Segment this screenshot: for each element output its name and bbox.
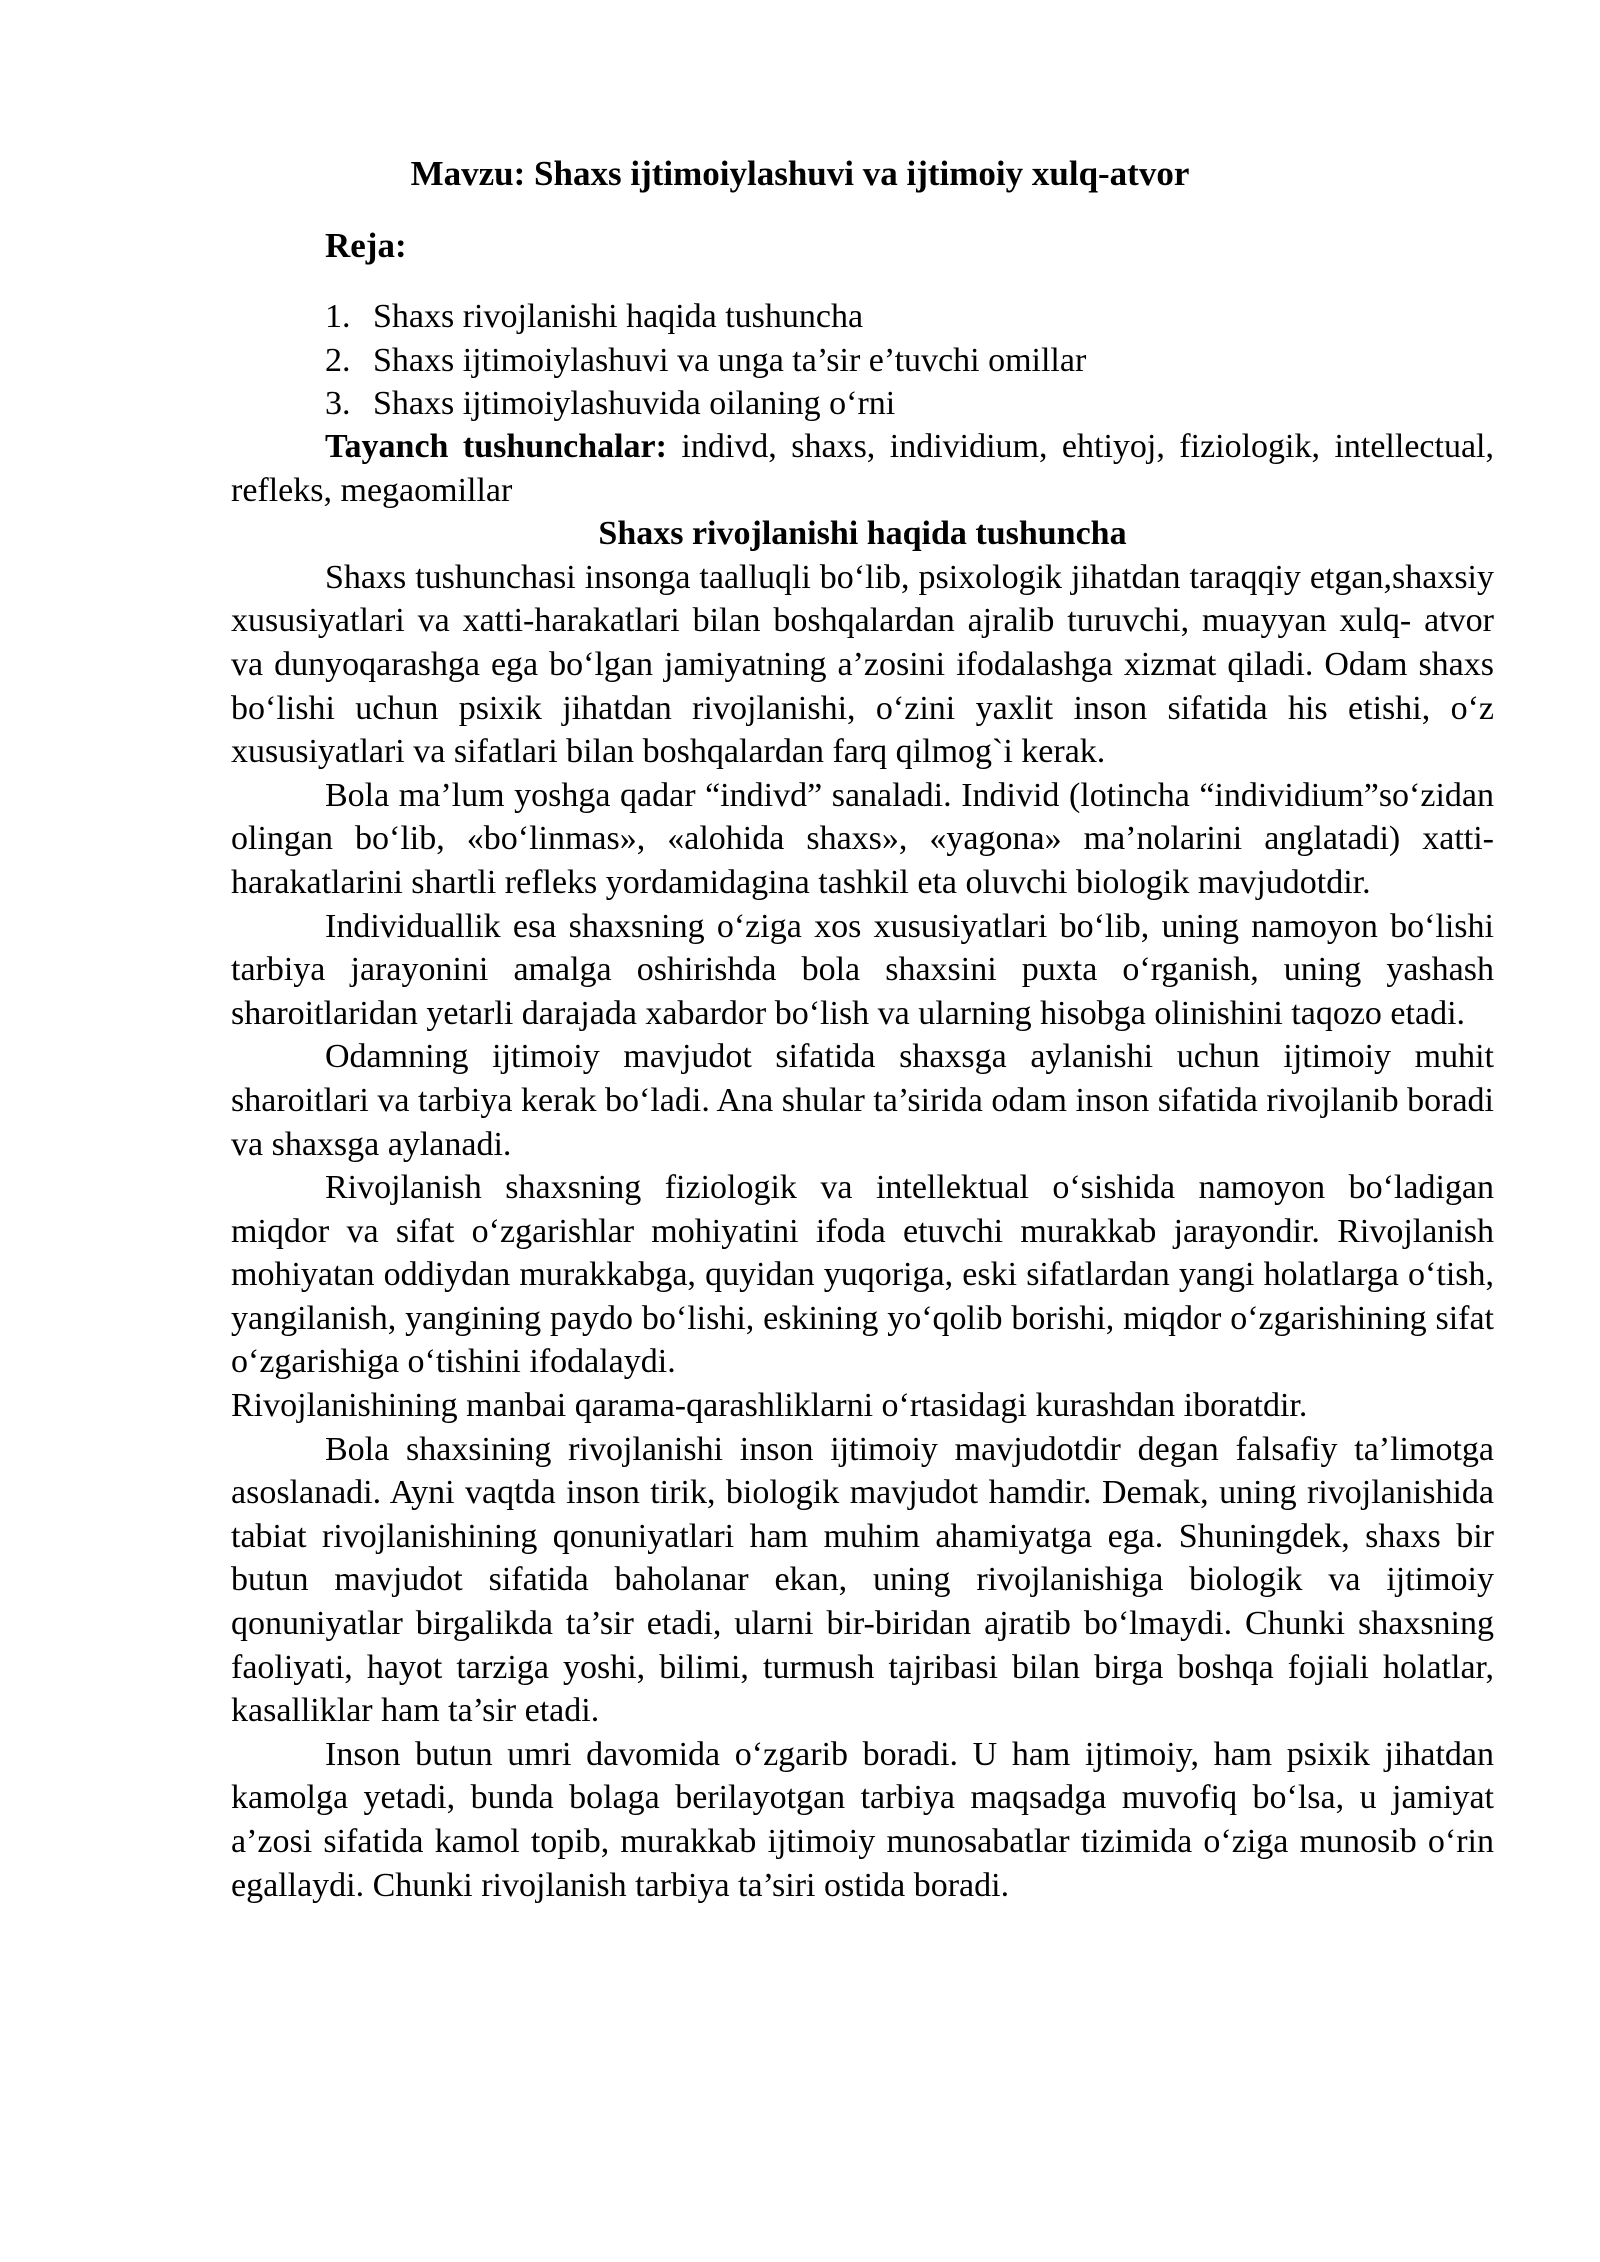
plan-item-number: 3. (325, 385, 351, 422)
document-body (231, 425, 1494, 1907)
paragraph: Bola ma’lum yoshga qadar “indivd” sanaladi. Individ (lotincha “individium”so‘zidan olingan bo‘lib, «bo‘linmas», «alohida shaxs», «yagona» ma’nolarini anglatadi) xatti-harakatlarini shartli refleks yordamidagina tashkil eta oluvchi biologik mavjudotdir. (231, 776, 1494, 901)
document-title: Mavzu: Shaxs ijtimoiylashuvi va ijtimoiy xulq-atvor (410, 154, 1190, 193)
paragraph: Individuallik esa shaxsning o‘ziga xos xususiyatlari bo‘lib, uning namoyon bo‘lishi tarbiya jarayonini amalga oshirishda bola shaxsini puxta o‘rganish, uning yashash sharoitlaridan yetarli darajada xabardor bo‘lish va ularning hisobga olinishini taqozo etadi. (231, 907, 1494, 1032)
paragraph: Rivojlanish shaxsning fiziologik va intellektual o‘sishida namoyon bo‘ladigan miqdor va sifat o‘zgarishlar mohiyatini ifoda etuvchi murakkab jarayondir. Rivojlanish mohiyatan oddiydan murakkabga, quyidan yuqoriga, eski sifatlardan yangi holatlarga o‘tish, yangilanish, yangining paydo bo‘lishi, eskining yo‘qolib borishi, miqdor o‘zgarishining sifat o‘zgarishiga o‘tishini ifodalaydi. (231, 1169, 1494, 1381)
key-concepts (231, 425, 1494, 512)
key-concepts-label: Tayanch tushunchalar: (325, 428, 667, 465)
plan-item (325, 339, 1086, 383)
plan-item-number: 1. (325, 298, 351, 335)
paragraph: Rivojlanishining manbai qarama-qarashliklarni o‘rtasidagi kurashdan iboratdir. (231, 1387, 1308, 1425)
plan-list (325, 295, 1086, 426)
plan-item-text: Shaxs ijtimoiylashuvi va unga ta’sir e’tuvchi omillar (373, 341, 1087, 379)
paragraph: Shaxs tushunchasi insonga taalluqli bo‘lib, psixologik jihatdan taraqqiy etgan,shaxsiy xususiyatlari va xatti-harakatlari bilan boshqalardan ajralib turuvchi, muayyan xulq- atvor va dunyoqarashga ega bo‘lgan jamiyatning a’zosini ifodalashga xizmat qiladi. Odam shaxs bo‘lishi uchun psixik jihatdan rivojlanishi, o‘zini yaxlit inson sifatida his etishi, o‘z xususiyatlari va sifatlari bilan boshqalardan farq qilmog`i kerak. (231, 558, 1494, 771)
plan-heading: Reja: (325, 226, 407, 265)
plan-item-text: Shaxs ijtimoiylashuvida oilaning o‘rni (373, 385, 896, 422)
plan-item (325, 382, 1086, 426)
key-concepts-text: indivd, shaxs, individium, ehtiyoj, fiziologik, intellectual, refleks, megaomillar (231, 428, 1494, 509)
plan-item-text: Shaxs rivojlanishi haqida tushuncha (373, 298, 864, 335)
plan-item-number: 2. (325, 341, 351, 379)
plan-item (325, 295, 1086, 339)
paragraph: Odamning ijtimoiy mavjudot sifatida shaxsga aylanishi uchun ijtimoiy muhit sharoitlari va tarbiya kerak bo‘ladi. Ana shular ta’sirida odam inson sifatida rivojlanib boradi va shaxsga aylanadi. (231, 1038, 1494, 1163)
paragraph: Inson butun umri davomida o‘zgarib boradi. U ham ijtimoiy, ham psixik jihatdan kamolga yetadi, bunda bolaga berilayotgan tarbiya maqsadga muvofiq bo‘lsa, u jamiyat a’zosi sifatida kamol topib, murakkab ijtimoiy munosabatlar tizimida o‘ziga munosib o‘rin egallaydi. Chunki rivojlanish tarbiya ta’siri ostida boradi. (231, 1735, 1494, 1904)
paragraph: Bola shaxsining rivojlanishi inson ijtimoiy mavjudotdir degan falsafiy ta’limotga asoslanadi. Ayni vaqtda inson tirik, biologik mavjudot hamdir. Demak, uning rivojlanishida tabiat rivojlanishining qonuniyatlari ham muhim ahamiyatga ega. Shuningdek, shaxs bir butun mavjudot sifatida baholanar ekan, uning rivojlanishiga biologik va ijtimoiy qonuniyatlar birgalikda ta’sir etadi, ularni bir-biridan ajratib bo‘lmaydi. Chunki shaxsning faoliyati, hayot tarziga yoshi, bilimi, turmush tajribasi bilan birga boshqa fojiali holatlar, kasalliklar ham ta’sir etadi. (231, 1430, 1494, 1730)
section-heading: Shaxs rivojlanishi haqida tushuncha (598, 515, 1127, 553)
